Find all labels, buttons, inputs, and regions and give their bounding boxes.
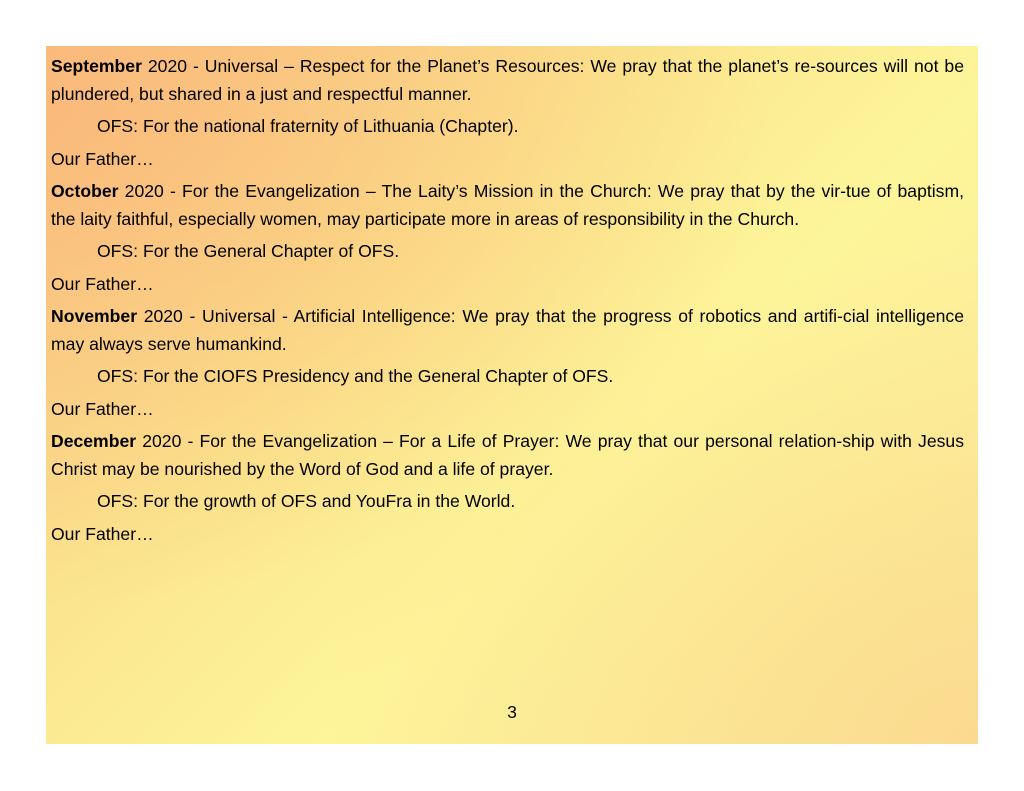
month-label: September — [51, 56, 142, 76]
closing-prayer: Our Father… — [51, 273, 154, 294]
closing-prayer: Our Father… — [51, 523, 154, 544]
ofs-intention: OFS: For the General Chapter of OFS. — [97, 241, 400, 261]
intention-text: 2020 - Universal - Artificial Intelligence: We pray that the progress of robotics and artifi-cial intelligence may always serve humankind. — [51, 306, 964, 354]
entry-september — [51, 53, 964, 108]
month-label: December — [51, 431, 137, 451]
page-number: 3 — [507, 702, 517, 722]
month-label: October — [51, 181, 119, 201]
entry-october — [51, 178, 964, 233]
entry-november — [51, 303, 964, 358]
month-label: November — [51, 306, 138, 326]
document-page — [46, 46, 978, 744]
entry-december — [51, 428, 964, 483]
ofs-intention: OFS: For the national fraternity of Lithuania (Chapter). — [97, 116, 519, 136]
closing-prayer: Our Father… — [51, 148, 154, 169]
intention-text: 2020 - For the Evangelization – For a Life of Prayer: We pray that our personal relation-ship with Jesus Christ may be nourished by the Word of God and a life of prayer. — [51, 431, 964, 479]
intention-text: 2020 - For the Evangelization – The Laity’s Mission in the Church: We pray that by the vir-tue of baptism, the laity faithful, especially women, may participate more in areas of responsibility in the Church. — [51, 181, 964, 229]
ofs-intention: OFS: For the growth of OFS and YouFra in the World. — [97, 491, 516, 511]
intention-text: 2020 - Universal – Respect for the Planet’s Resources: We pray that the planet’s re-sources will not be plundered, but shared in a just and respectful manner. — [51, 56, 964, 104]
closing-prayer: Our Father… — [51, 398, 154, 419]
ofs-intention: OFS: For the CIOFS Presidency and the General Chapter of OFS. — [97, 366, 614, 386]
